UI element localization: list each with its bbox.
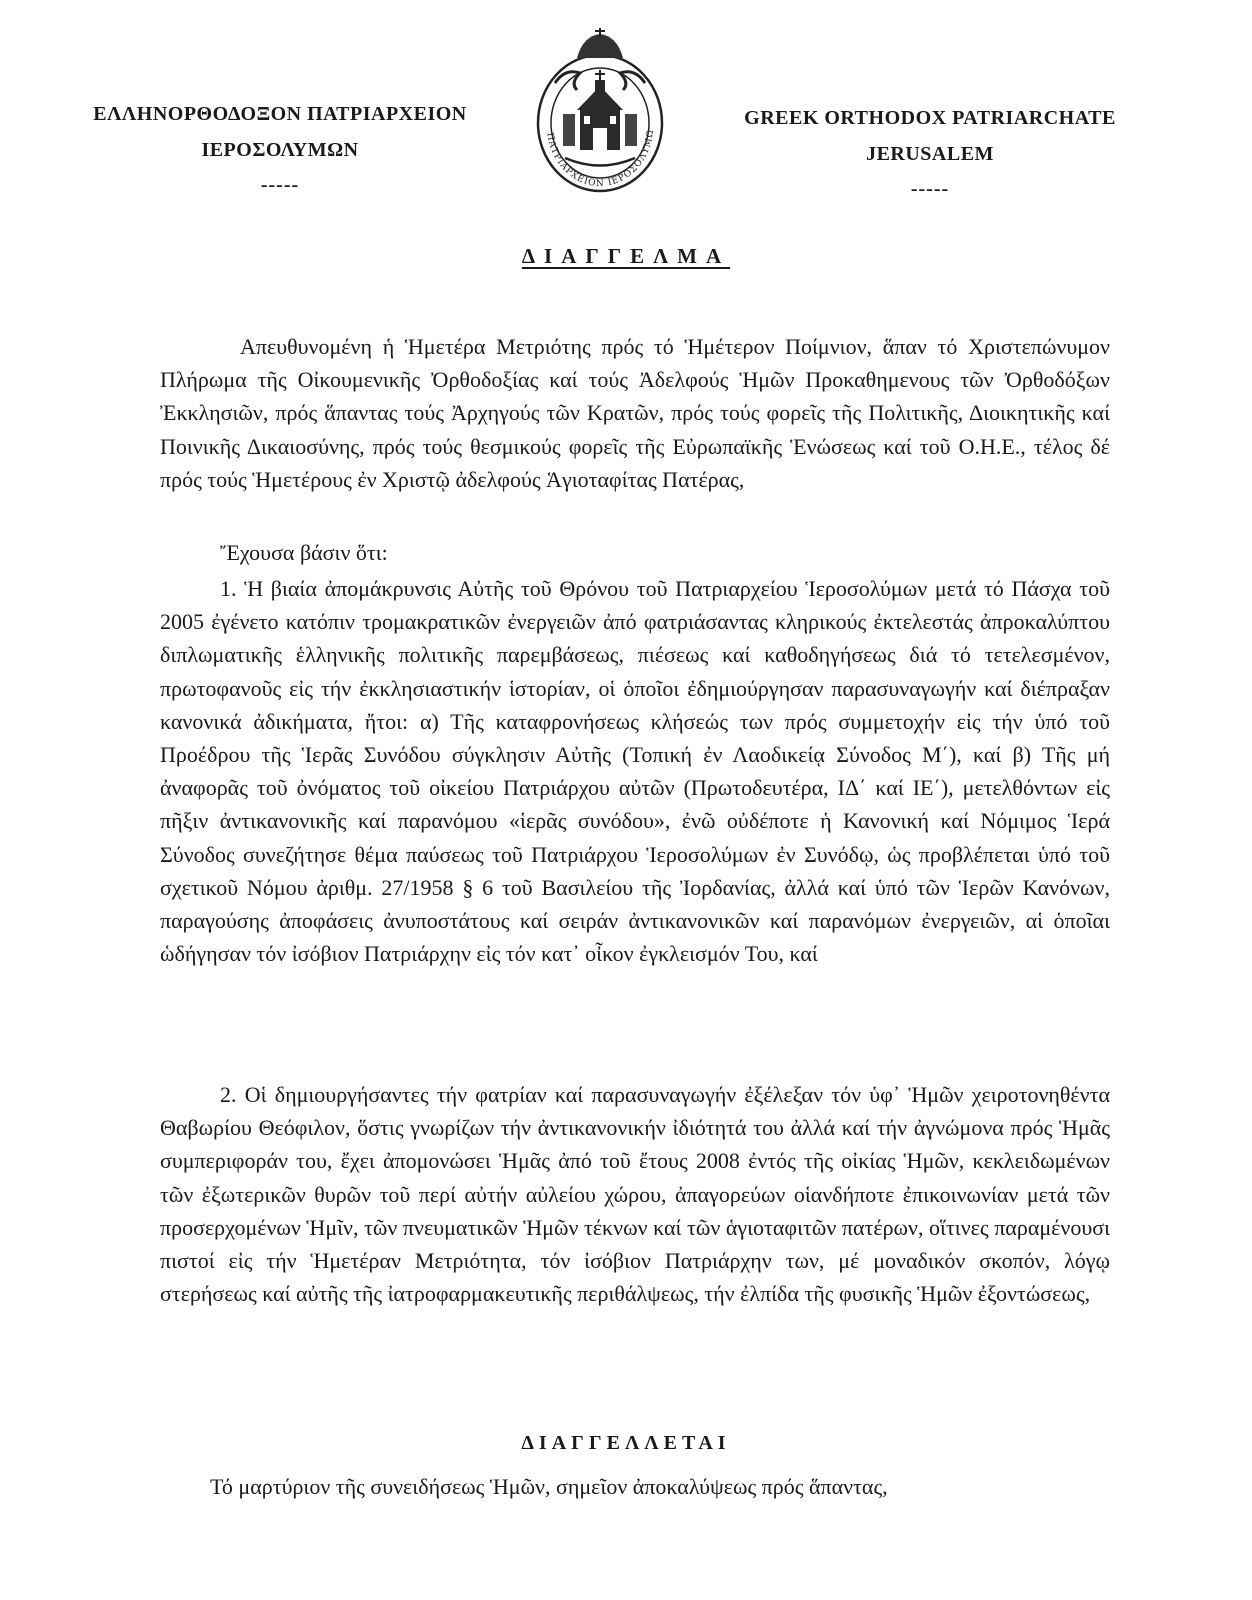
seal-text: ΠΑΤΡΙΑΡΧΕΙΟΝ ΙΕΡΟΣΟΛΥΜΩ	[544, 128, 657, 190]
numbered-item-1: 1. Ἡ βιαία ἀπομάκρυνσις Αὐτῆς τοῦ Θρόνου τοῦ Πατριαρχείου Ἱεροσολύμων μετά τό Πάσχα τοῦ 2005 ἐγένετο κατόπιν τρομακρατικῶν ἐνεργειῶν ἀπό φατριάσαντας κληρικούς ἐκτελεστάς ἀπροκαλύπτου διπλωματικῆς ἑλληνικῆς πολιτικῆς παρεμβάσεως, πιέσεως καί καθοδηγήσεως διά τό τετελεσμένον, πρωτοφανοῦς εἰς τήν ἐκκλησιαστικήν ἱστορίαν, οἱ ὁποῖοι ἐδημιούργησαν παρασυναγωγήν καί διέπραξαν κανονικά ἀδικήματα, ἤτοι: α) Τῆς καταφρονήσεως κλήσεώς των πρός συμμετοχήν εἰς τήν ὑπό τοῦ Προέδρου τῆς Ἱερᾶς Συνόδου σύγκλησιν Αὐτῆς (Τοπική ἐν Λαοδικείᾳ Σύνοδος Μ΄), καί β) Τῆς μή ἀναφορᾶς τοῦ ὀνόματος τοῦ οἰκείου Πατριάρχου αὐτῶν (Πρωτοδευτέρα, ΙΔ΄ καί ΙΕ΄), μετελθόντων εἰς πῆξιν ἀντικανονικῆς καί παρανόμου «ἱερᾶς συνόδου», ἐνῶ οὐδέποτε ἡ Κανονική καί Νόμιμος Ἱερά Σύνοδος συνεζήτησε θέμα παύσεως τοῦ Πατριάρχου Ἱεροσολύμων ἐν Συνόδῳ, ὡς προβλέπεται ὑπό τοῦ σχετικοῦ Νόμου ἀριθμ. 27/1958 § 6 τοῦ Βασιλείου τῆς Ἰορδανίας, ἀλλά καί ὑπό τῶν Ἱερῶν Κανόνων, παραγούσης ἀποφάσεις ἀνυποστάτους καί σειράν ἀντικανονικῶν καί παρανόμων ἐνεργειῶν, αἱ ὁποῖαι ὡδήγησαν τόν ἰσόβιον Πατριάρχην εἰς τόν κατ᾽ οἶκον ἐγκλεισμόν Του, καί	[160, 576, 1110, 967]
decree-heading: ΔΙΑΓΓΕΛΛΕΤΑΙ	[521, 1432, 731, 1454]
header-greek	[70, 96, 490, 202]
header-greek-patriarchate: ΕΛΛΗΝΟΡΘΟΔΟΞΟΝ ΠΑΤΡΙΑΡΧΕΙΟΝ	[93, 103, 467, 125]
document-title-text: ΔΙΑΓΓΕΛΜΑ	[521, 244, 731, 268]
final-line: Τό μαρτύριον τῆς συνειδήσεως Ἡμῶν, σημεῖον ἀποκαλύψεως πρός ἅπαντας,	[210, 1474, 888, 1499]
seal-icon	[525, 28, 675, 198]
header-greek-dash: -----	[260, 174, 300, 196]
header-english-city: JERUSALEM	[866, 143, 994, 165]
header-greek-city: ΙΕΡΟΣΟΛΥΜΩΝ	[201, 139, 359, 161]
intro-paragraph: Απευθυνομένη ἡ Ἡμετέρα Μετριότης πρός τό Ἡμέτερον Ποίμνιον, ἅπαν τό Χριστεπώνυμον Πλήρωμα τῆς Οἰκουμενικῆς Ὀρθοδοξίας καί τούς Ἀδελφούς Ἡμῶν Προκαθημενους τῶν Ὀρθοδόξων Ἐκκλησιῶν, πρός ἅπαντας τούς Ἀρχηγούς τῶν Κρατῶν, πρός τούς φορεῖς τῆς Πολιτικῆς, Διοικητικῆς καί Ποινικῆς Δικαιοσύνης, πρός τούς θεσμικούς φορεῖς τῆς Εὐρωπαϊκῆς Ἑνώσεως καί τοῦ Ο.Η.Ε., τέλος δέ πρός τούς Ἡμετέρους ἐν Χριστῷ ἀδελφούς Ἁγιοταφίτας Πατέρας,	[160, 334, 1110, 492]
header-english-patriarchate: GREEK ORTHODOX PATRIARCHATE	[744, 107, 1116, 129]
header-english	[735, 100, 1125, 206]
patriarchate-seal	[525, 28, 675, 198]
header-english-dash: -----	[910, 178, 950, 200]
document-title	[0, 244, 1252, 269]
numbered-item-2: 2. Οἱ δημιουργήσαντες τήν φατρίαν καί παρασυναγωγήν ἐξέλεξαν τόν ὑφ᾽ Ἡμῶν χειροτονηθέντα Θαβωρίου Θεόφιλον, ὅστις γνωρίζων τήν ἀντικανονικήν ἰδιότητά του ἀλλά καί τήν ἀγνώμονα πρός Ἡμᾶς συμπεριφοράν του, ἔχει ἀπομονώσει Ἡμᾶς ἀπό τοῦ ἔτους 2008 ἐντός τῆς οἰκίας Ἡμῶν, κεκλειδωμένων τῶν ἐξωτερικῶν θυρῶν τοῦ περί αὐτήν αὐλείου χώρου, ἀπαγορεύων οἱανδήποτε ἐπικοινωνίαν μετά τῶν προσερχομένων Ἡμῖν, τῶν πνευματικῶν Ἡμῶν τέκνων καί τῶν ἁγιοταφιτῶν πατέρων, οἵτινες παραμένουσι πιστοί εἰς τήν Ἡμετέραν Μετριότητα, τόν ἰσόβιον Πατριάρχην των, μέ μοναδικόν σκοπόν, λόγῳ στερήσεως καί αὐτῆς τῆς ἰατροφαρμακευτικῆς περιθάλψεως, τήν ἐλπίδα τῆς φυσικῆς Ἡμῶν ἐξοντώσεως,	[160, 1082, 1110, 1307]
basis-line: Ἔχουσα βάσιν ὅτι:	[220, 540, 388, 565]
